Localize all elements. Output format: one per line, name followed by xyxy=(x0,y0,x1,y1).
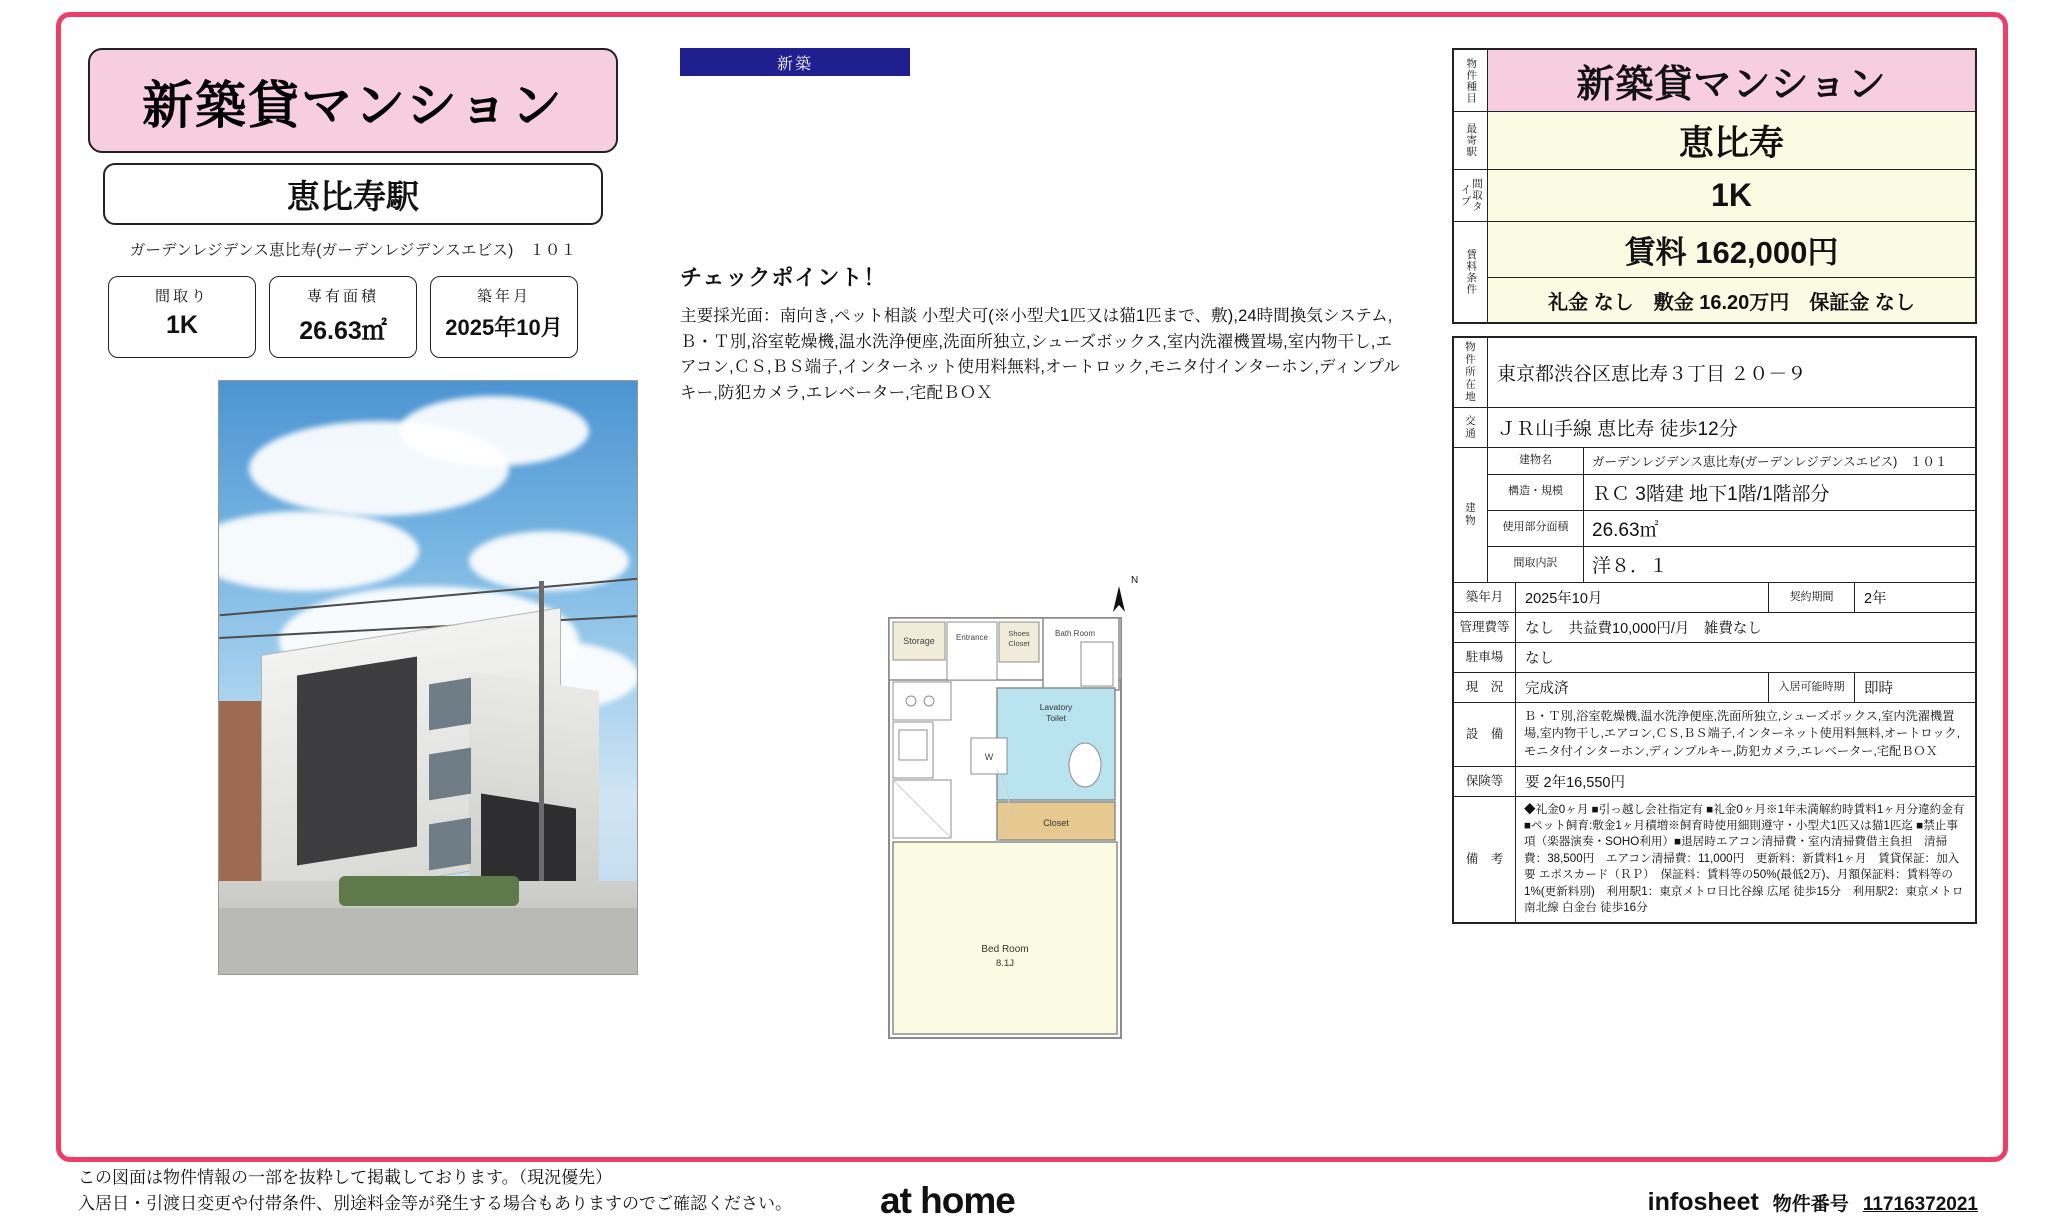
infosheet-label: infosheet xyxy=(1647,1188,1759,1216)
summary-row-type xyxy=(1454,170,1975,222)
detail-row-mgmt xyxy=(1454,613,1975,643)
footer-note-2: 入居日・引渡日変更や付帯条件、別途料金等が発生する場合もありますのでご確認ください。 xyxy=(78,1193,792,1213)
spec-area-label: 専有面積 xyxy=(306,288,379,305)
structure-label: 構造・規模 xyxy=(1488,475,1584,510)
summary-station-label xyxy=(1454,112,1488,169)
address-label-text: 物件所在地 xyxy=(1464,341,1476,404)
remarks-value: ◆礼金0ヶ月 ■引っ越し会社指定有 ■礼金0ヶ月※1年未満解約時賃料1ヶ月分違約金有 ■ペット飼育:敷金1ヶ月積増※飼育時使用細則遵守・小型犬1匹又は猫1匹迄 ■禁止事項（楽器演奏・SOHO利用）■退居時エアコン清掃費・室内清掃費借主負担 清掃費：38,500円 エアコン清掃費：11,000円 更新料：新賃料1ヶ月 賃貸保証：加入要 エポスカード（ＲＰ） 保証料：賃料等の50%(最低2万)、月額保証料：賃料等の1%(更新料別) 利用駅1：東京メトロ日比谷線 広尾 徒歩15分 利用駅2：東京メトロ南北線 白金台 徒歩16分 xyxy=(1524,802,1965,915)
status-value: 完成済 xyxy=(1516,673,1769,702)
svg-text:Entrance: Entrance xyxy=(955,633,989,642)
spec-layout-value: 1K xyxy=(166,311,198,339)
summary-row-rent xyxy=(1454,222,1975,322)
center-column xyxy=(680,48,1400,406)
address-value: 東京都渋谷区恵比寿３丁目 ２０－９ xyxy=(1497,363,1807,385)
svg-text:Closet: Closet xyxy=(1043,818,1069,828)
remarks-label: 備 考 xyxy=(1454,797,1516,922)
spec-row xyxy=(88,276,618,358)
property-title: 新築貸マンション xyxy=(142,76,564,134)
summary-table xyxy=(1452,48,1977,324)
photo-window xyxy=(429,818,471,871)
building-label xyxy=(1454,448,1488,582)
area-value: 26.63㎡ xyxy=(1592,519,1659,541)
photo-road xyxy=(219,908,638,975)
spec-area xyxy=(269,276,417,358)
summary-rent-label-text: 賃料条件 xyxy=(1465,249,1478,295)
infosheet-block xyxy=(1648,1188,1978,1217)
building-name-value: ガーデンレジデンス恵比寿(ガーデンレジデンスエビス) １０１ xyxy=(1592,454,1948,469)
svg-text:Bed Room: Bed Room xyxy=(981,944,1029,955)
detail-row-access xyxy=(1454,408,1975,448)
photo-cloud xyxy=(399,396,589,466)
building-subrow xyxy=(1488,511,1975,547)
access-label-text: 交通 xyxy=(1464,414,1476,440)
svg-text:8.1J: 8.1J xyxy=(996,958,1014,969)
photo-hedge xyxy=(339,876,519,906)
parking-value: なし xyxy=(1525,650,1554,667)
movein-label: 入居可能時期 xyxy=(1769,673,1855,702)
building-subrow xyxy=(1488,547,1975,582)
contract-term-label: 契約期間 xyxy=(1769,583,1855,612)
svg-text:N: N xyxy=(1131,575,1139,586)
parking-label: 駐車場 xyxy=(1454,643,1516,672)
left-column xyxy=(88,48,628,975)
building-label-text: 建物 xyxy=(1464,502,1476,527)
insurance-value: 要 2年16,550円 xyxy=(1525,774,1625,791)
spec-layout xyxy=(108,276,256,358)
layout-detail-label: 間取内訳 xyxy=(1488,547,1584,582)
floor-plan-drawing xyxy=(885,570,1185,1045)
photo-window xyxy=(429,678,471,731)
summary-rent-label xyxy=(1454,222,1488,322)
equipment-value: Ｂ・Ｔ別,浴室乾燥機,温水洗浄便座,洗面所独立,シューズボックス,室内洗濯機置場,室内物干し,エアコン,ＣＳ,ＢＳ端子,インターネット使用料無料,オートロック,モニタ付インターホン,ディンプルキー,防犯カメラ,エレベーター,宅配ＢＯＸ xyxy=(1524,708,1961,758)
equipment-label: 設 備 xyxy=(1454,703,1516,766)
photo-window xyxy=(429,748,471,801)
svg-text:Lavatory: Lavatory xyxy=(1039,702,1073,712)
station-name: 恵比寿駅 xyxy=(287,177,419,215)
photo-utility-pole xyxy=(539,581,544,911)
summary-station-value: 恵比寿 xyxy=(1678,123,1784,163)
spec-year xyxy=(430,276,578,358)
detail-row-status xyxy=(1454,673,1975,703)
photo-building-dark-panel xyxy=(297,656,417,865)
summary-type-value: 1K xyxy=(1711,177,1752,213)
insurance-label: 保険等 xyxy=(1454,767,1516,796)
contract-term-value: 2年 xyxy=(1864,590,1887,607)
mgmt-label: 管理費等 xyxy=(1454,613,1516,642)
station-box xyxy=(103,163,603,225)
property-no-label: 物件番号 xyxy=(1772,1194,1849,1215)
detail-row-address xyxy=(1454,338,1975,408)
summary-title-label xyxy=(1454,50,1488,111)
checkpoint-body: 主要採光面：南向き,ペット相談 小型犬可(※小型犬1匹又は猫1匹まで、敷),24時間換気システム,Ｂ・Ｔ別,浴室乾燥機,温水洗浄便座,洗面所独立,シューズボックス,室内洗濯機置場,室内物干し,エアコン,ＣＳ,ＢＳ端子,インターネット使用料無料,オートロック,モニタ付インターホン,ディンプルキー,防犯カメラ,エレベーター,宅配ＢＯＸ xyxy=(680,307,1401,402)
access-value: ＪＲ山手線 恵比寿 徒歩12分 xyxy=(1497,418,1738,440)
svg-text:Shoes: Shoes xyxy=(1008,629,1030,638)
summary-rent-value-row xyxy=(1488,222,1975,278)
spec-year-value: 2025年10月 xyxy=(445,315,563,340)
mgmt-value: なし 共益費10,000円/月 雑費なし xyxy=(1525,620,1762,637)
right-column xyxy=(1452,48,1977,924)
detail-row-insurance xyxy=(1454,767,1975,797)
detail-row-building xyxy=(1454,448,1975,583)
status-label: 現 況 xyxy=(1454,673,1516,702)
athome-logo: at home xyxy=(880,1180,1015,1221)
access-label xyxy=(1454,408,1488,447)
spec-year-label: 築年月 xyxy=(476,288,531,305)
new-build-tab-label: 新築 xyxy=(776,55,813,73)
summary-type-label xyxy=(1454,170,1488,221)
detail-row-equipment xyxy=(1454,703,1975,767)
building-subrow xyxy=(1488,448,1975,475)
summary-row-title xyxy=(1454,50,1975,112)
property-no-value: 11716372021 xyxy=(1862,1194,1978,1215)
building-name-label: 建物名 xyxy=(1488,448,1584,474)
detail-row-parking xyxy=(1454,643,1975,673)
summary-rent-value: 賃料 162,000円 xyxy=(1624,235,1839,270)
building-photo xyxy=(218,380,638,975)
building-subrow xyxy=(1488,475,1975,511)
building-name: ガーデンレジデンス恵比寿(ガーデンレジデンスエビス) １０１ xyxy=(129,242,577,259)
detail-table xyxy=(1452,336,1977,924)
address-label xyxy=(1454,338,1488,407)
summary-fee-value: 礼金 なし 敷金 16.20万円 保証金 なし xyxy=(1548,291,1915,314)
checkpoint-title: チェックポイント！ xyxy=(680,265,887,290)
summary-row-station xyxy=(1454,112,1975,170)
summary-type-label-text: 間取タイプ xyxy=(1459,178,1484,213)
year-value: 2025年10月 xyxy=(1516,583,1769,612)
spec-area-value: 26.63㎡ xyxy=(299,317,387,345)
area-label: 使用部分面積 xyxy=(1488,511,1584,546)
svg-text:Toilet: Toilet xyxy=(1046,713,1066,723)
summary-title-value: 新築貸マンション xyxy=(1576,64,1887,106)
detail-row-remarks xyxy=(1454,797,1975,922)
spec-layout-label: 間取り xyxy=(154,288,209,305)
property-title-box xyxy=(88,48,618,153)
summary-title-label-text: 物件種目 xyxy=(1465,57,1478,104)
layout-detail-value: 洋８．１ xyxy=(1592,555,1669,577)
svg-text:W: W xyxy=(984,752,994,762)
svg-text:Storage: Storage xyxy=(903,636,935,646)
structure-value: ＲＣ 3階建 地下1階/1階部分 xyxy=(1592,483,1830,505)
svg-text:Closet: Closet xyxy=(1008,639,1030,648)
summary-station-label-text: 最寄駅 xyxy=(1465,123,1478,158)
detail-row-year xyxy=(1454,583,1975,613)
footer-note-1: この図面は物件情報の一部を抜粋して掲載しております。（現況優先） xyxy=(78,1168,613,1187)
new-build-tab xyxy=(680,48,910,76)
svg-text:Bath Room: Bath Room xyxy=(1054,629,1096,638)
summary-fee-row xyxy=(1488,278,1975,322)
floor-plan xyxy=(885,570,1145,1045)
year-label: 築年月 xyxy=(1454,583,1516,612)
movein-value: 即時 xyxy=(1864,680,1893,697)
compass-icon xyxy=(1105,572,1139,618)
building-subtable xyxy=(1488,448,1975,582)
